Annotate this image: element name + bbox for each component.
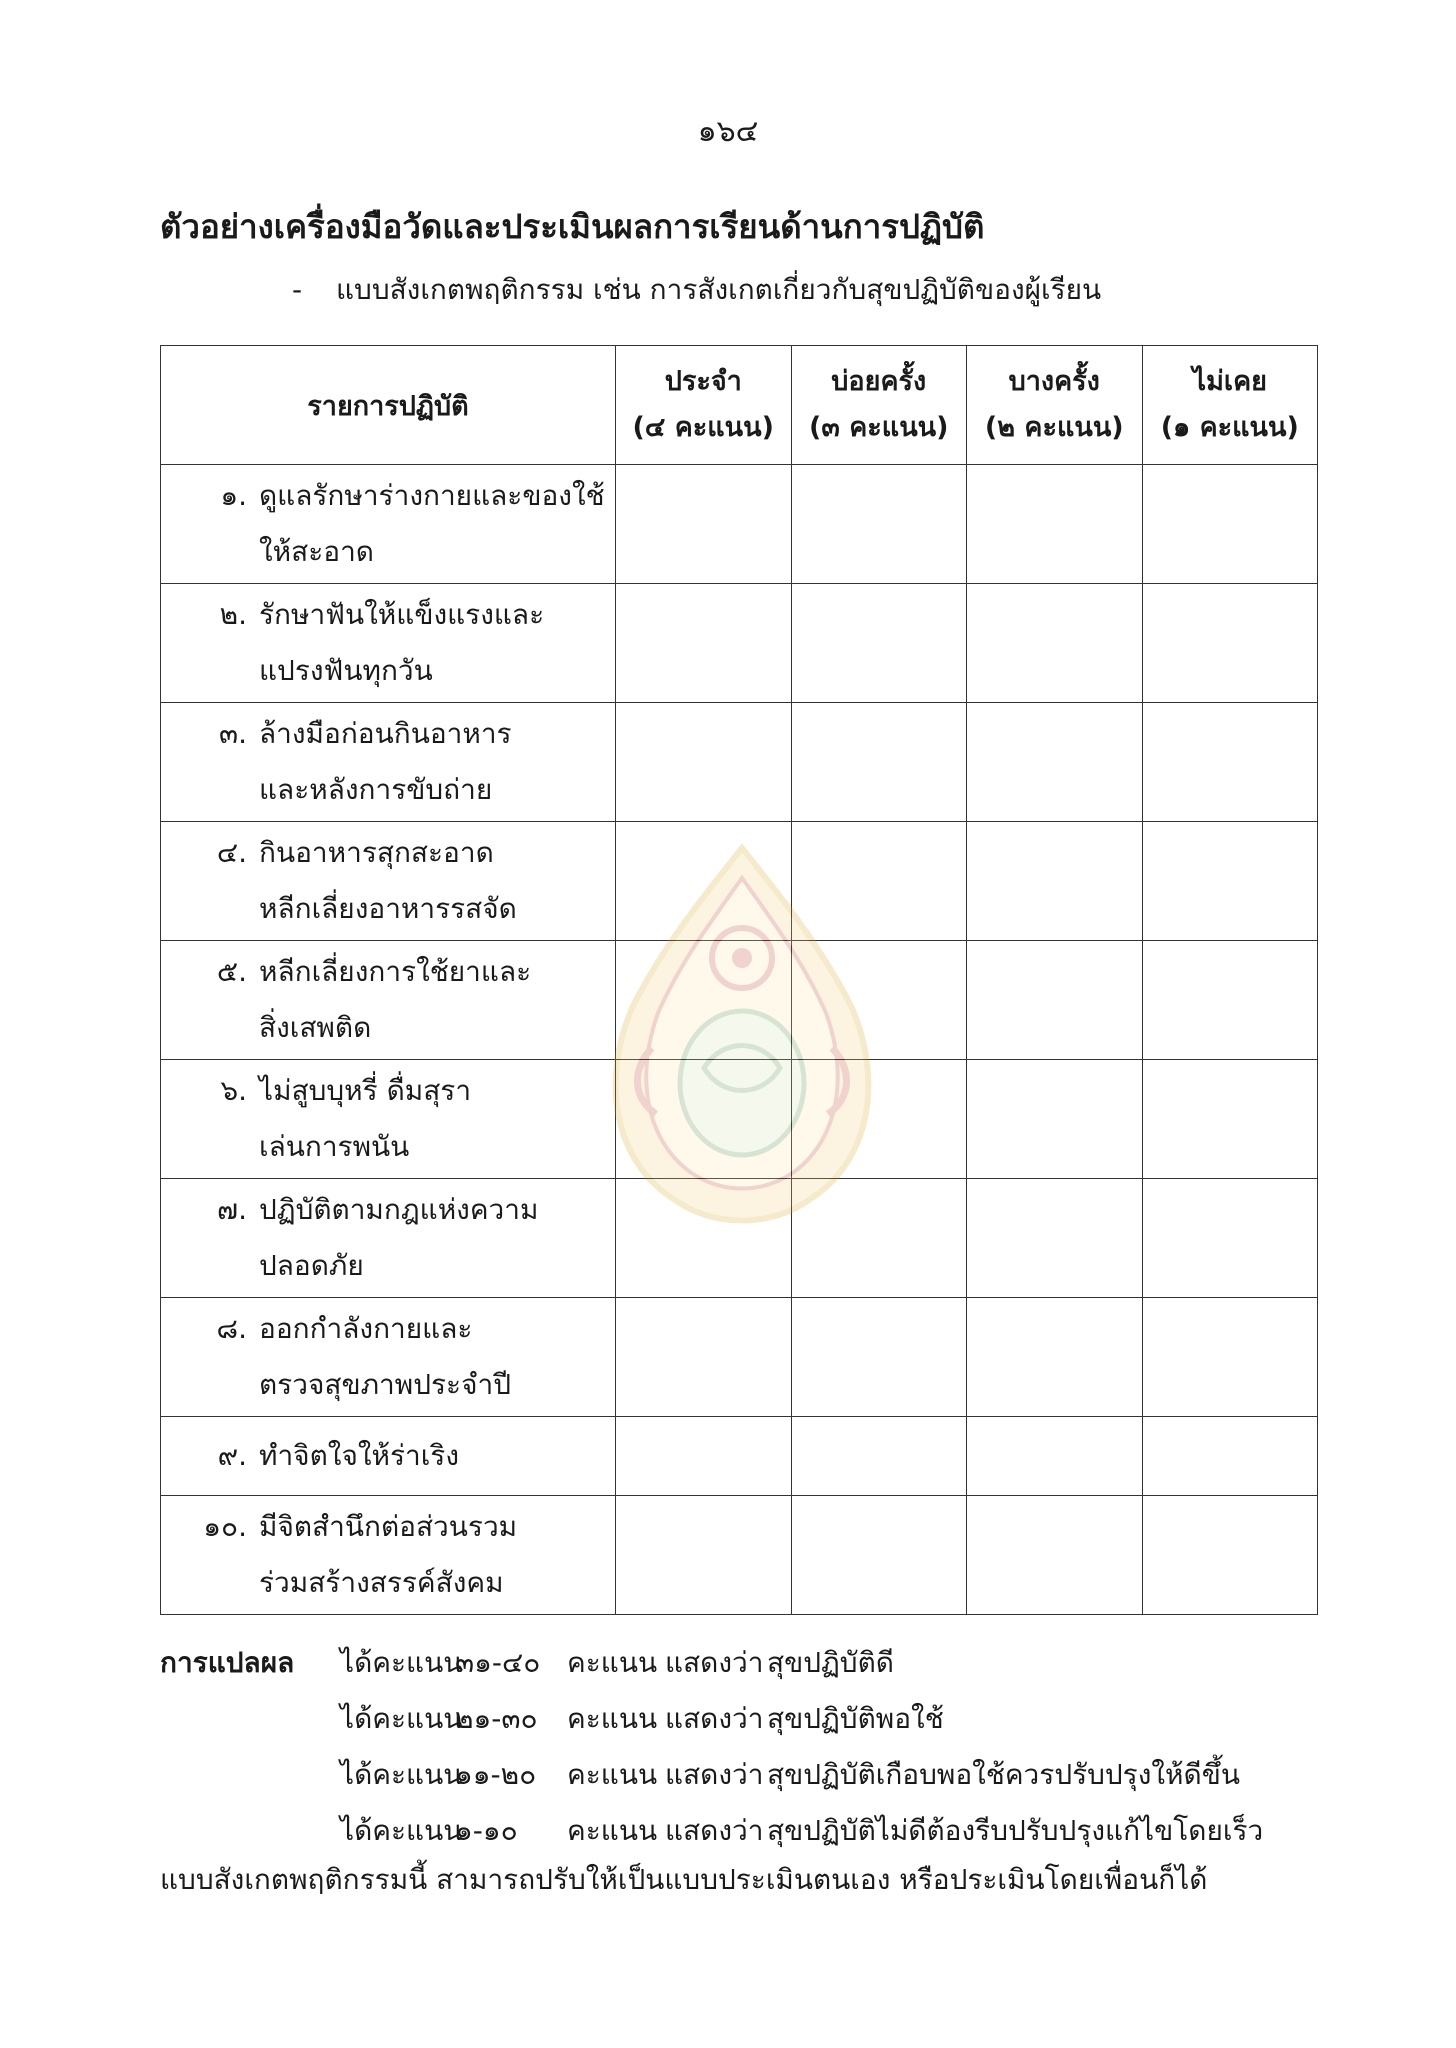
item-number: ๓. — [218, 717, 247, 750]
score-cell-4[interactable] — [616, 703, 792, 822]
table-row — [161, 465, 1318, 584]
score-cell-1[interactable] — [1142, 1496, 1318, 1615]
header-score-points: (๓ คะแนน) — [809, 412, 949, 443]
page-number: ๑๖๔ — [697, 114, 759, 149]
item-text: ล้างมือก่อนกินอาหาร — [259, 717, 512, 750]
interpretation-row — [160, 1803, 1340, 1859]
header-score-1 — [1142, 346, 1318, 465]
item-text-cont: หลีกเลี่ยงอาหารรสจัด — [259, 892, 517, 925]
score-cell-3[interactable] — [791, 1060, 967, 1179]
item-cell — [161, 1298, 616, 1417]
item-text: หลีกเลี่ยงการใช้ยาและ — [259, 955, 532, 988]
item-text-cont: และหลังการขับถ่าย — [259, 773, 493, 806]
item-cell — [161, 703, 616, 822]
interpretation-row — [160, 1691, 1340, 1747]
score-cell-2[interactable] — [967, 703, 1143, 822]
item-text-cont: ร่วมสร้างสรรค์สังคม — [259, 1566, 504, 1599]
score-cell-3[interactable] — [791, 703, 967, 822]
interp-shows: แสดงว่า — [665, 1814, 764, 1847]
item-number: ๖. — [220, 1074, 247, 1107]
table-row — [161, 703, 1318, 822]
item-cell — [161, 465, 616, 584]
interp-shows: แสดงว่า — [665, 1758, 764, 1791]
item-text-cont: เล่นการพนัน — [259, 1130, 410, 1163]
item-number: ๕. — [216, 955, 247, 988]
item-cell — [161, 1179, 616, 1298]
item-text: มีจิตสำนึกต่อส่วนรวม — [259, 1510, 518, 1543]
score-cell-4[interactable] — [616, 1417, 792, 1496]
item-number: ๒. — [219, 598, 247, 631]
item-text: ไม่สูบบุหรี่ ดื่มสุรา — [259, 1074, 472, 1107]
table-row — [161, 1060, 1318, 1179]
item-text: ทำจิตใจให้ร่าเริง — [259, 1439, 460, 1472]
score-cell-1[interactable] — [1142, 1298, 1318, 1417]
score-cell-1[interactable] — [1142, 584, 1318, 703]
table-row — [161, 1496, 1318, 1615]
score-cell-2[interactable] — [967, 941, 1143, 1060]
interpretation-heading: การแปลผล — [160, 1646, 295, 1679]
score-cell-1[interactable] — [1142, 703, 1318, 822]
score-cell-3[interactable] — [791, 822, 967, 941]
score-cell-2[interactable] — [967, 584, 1143, 703]
table-row — [161, 584, 1318, 703]
item-text-cont: แปรงฟันทุกวัน — [259, 654, 433, 687]
score-cell-4[interactable] — [616, 1179, 792, 1298]
header-score-points: (๒ คะแนน) — [984, 412, 1124, 443]
item-text: รักษาฟันให้แข็งแรงและ — [259, 598, 545, 631]
table-header-row — [161, 346, 1318, 465]
header-score-label: บ่อยครั้ง — [831, 366, 927, 397]
interp-result: สุขปฏิบัติไม่ดีต้องรีบปรับปรุงแก้ไขโดยเร็ว — [767, 1814, 1264, 1847]
item-number: ๙. — [217, 1439, 247, 1472]
score-cell-1[interactable] — [1142, 1179, 1318, 1298]
interpretation-section — [160, 1635, 1340, 1859]
score-cell-1[interactable] — [1142, 1417, 1318, 1496]
item-number: ๔. — [216, 836, 247, 869]
interpretation-row — [160, 1747, 1340, 1803]
score-cell-4[interactable] — [616, 822, 792, 941]
footnote: แบบสังเกตพฤติกรรมนี้ สามารถปรับให้เป็นแบบประเมินตนเอง หรือประเมินโดยเพื่อนก็ได้ — [160, 1863, 1208, 1896]
header-score-points: (๑ คะแนน) — [1160, 412, 1299, 443]
score-cell-4[interactable] — [616, 1298, 792, 1417]
score-cell-4[interactable] — [616, 941, 792, 1060]
score-cell-4[interactable] — [616, 465, 792, 584]
interp-unit: คะแนน — [567, 1758, 658, 1791]
header-score-label: ไม่เคย — [1192, 366, 1267, 397]
interp-got: ได้คะแนน — [340, 1646, 463, 1679]
table-row — [161, 1417, 1318, 1496]
score-cell-2[interactable] — [967, 1179, 1143, 1298]
score-cell-3[interactable] — [791, 1298, 967, 1417]
item-text: ปฏิบัติตามกฎแห่งความ — [259, 1193, 539, 1226]
interp-got: ได้คะแนน — [340, 1758, 463, 1791]
score-cell-2[interactable] — [967, 1298, 1143, 1417]
item-cell — [161, 584, 616, 703]
subtitle-bullet: - — [292, 273, 303, 306]
score-cell-4[interactable] — [616, 1060, 792, 1179]
interp-range: ๑๑-๒๐ — [455, 1758, 537, 1791]
score-cell-1[interactable] — [1142, 465, 1318, 584]
score-cell-3[interactable] — [791, 584, 967, 703]
header-score-4 — [616, 346, 792, 465]
item-cell — [161, 1496, 616, 1615]
table-row — [161, 941, 1318, 1060]
item-number: ๑๐. — [203, 1510, 247, 1543]
score-cell-2[interactable] — [967, 1060, 1143, 1179]
header-score-3 — [791, 346, 967, 465]
table-row — [161, 822, 1318, 941]
item-cell — [161, 822, 616, 941]
item-number: ๘. — [216, 1312, 247, 1345]
score-cell-2[interactable] — [967, 465, 1143, 584]
interp-range: ๑-๑๐ — [455, 1814, 518, 1847]
interpretation-row — [160, 1635, 1340, 1691]
interp-shows: แสดงว่า — [665, 1646, 764, 1679]
item-text-cont: ให้สะอาด — [259, 535, 374, 568]
score-cell-4[interactable] — [616, 1496, 792, 1615]
item-text-cont: สิ่งเสพติด — [259, 1011, 372, 1044]
header-score-2 — [967, 346, 1143, 465]
table-row — [161, 1179, 1318, 1298]
observation-table — [160, 345, 1318, 1615]
table-row — [161, 1298, 1318, 1417]
score-cell-1[interactable] — [1142, 941, 1318, 1060]
interp-result: สุขปฏิบัติเกือบพอใช้ควรปรับปรุงให้ดีขึ้น — [767, 1758, 1240, 1791]
document-title: ตัวอย่างเครื่องมือวัดและประเมินผลการเรียนด้านการปฏิบัติ — [160, 207, 985, 246]
interp-got: ได้คะแนน — [340, 1702, 463, 1735]
score-cell-1[interactable] — [1142, 1060, 1318, 1179]
item-text: ออกกำลังกายและ — [259, 1312, 473, 1345]
score-cell-3[interactable] — [791, 465, 967, 584]
item-cell — [161, 1060, 616, 1179]
item-text: กินอาหารสุกสะอาด — [259, 836, 494, 869]
item-text: ดูแลรักษาร่างกายและของใช้ — [259, 479, 605, 512]
interp-result: สุขปฏิบัติพอใช้ — [767, 1702, 944, 1735]
score-cell-2[interactable] — [967, 822, 1143, 941]
interp-range: ๓๑-๔๐ — [455, 1646, 541, 1679]
header-score-label: บางครั้ง — [1008, 366, 1100, 397]
score-cell-3[interactable] — [791, 941, 967, 1060]
item-cell — [161, 1417, 616, 1496]
interp-got: ได้คะแนน — [340, 1814, 463, 1847]
item-number: ๗. — [217, 1193, 247, 1226]
item-text-cont: ปลอดภัย — [259, 1249, 364, 1282]
interp-shows: แสดงว่า — [665, 1702, 764, 1735]
score-cell-3[interactable] — [791, 1496, 967, 1615]
score-cell-4[interactable] — [616, 584, 792, 703]
interp-range: ๒๑-๓๐ — [455, 1702, 538, 1735]
subtitle — [292, 268, 1101, 312]
header-score-points: (๔ คะแนน) — [632, 412, 774, 443]
interp-unit: คะแนน — [567, 1646, 658, 1679]
item-cell — [161, 941, 616, 1060]
score-cell-2[interactable] — [967, 1496, 1143, 1615]
interp-unit: คะแนน — [567, 1702, 658, 1735]
subtitle-text: แบบสังเกตพฤติกรรม เช่น การสังเกตเกี่ยวกับสุขปฏิบัติของผู้เรียน — [336, 273, 1102, 306]
item-number: ๑. — [220, 479, 247, 512]
header-score-label: ประจำ — [664, 366, 742, 397]
score-cell-3[interactable] — [791, 1417, 967, 1496]
score-cell-2[interactable] — [967, 1417, 1143, 1496]
interp-unit: คะแนน — [567, 1814, 658, 1847]
interp-result: สุขปฏิบัติดี — [767, 1646, 894, 1679]
item-text-cont: ตรวจสุขภาพประจำปี — [259, 1368, 511, 1401]
score-cell-3[interactable] — [791, 1179, 967, 1298]
header-item: รายการปฏิบัติ — [161, 346, 616, 465]
score-cell-1[interactable] — [1142, 822, 1318, 941]
